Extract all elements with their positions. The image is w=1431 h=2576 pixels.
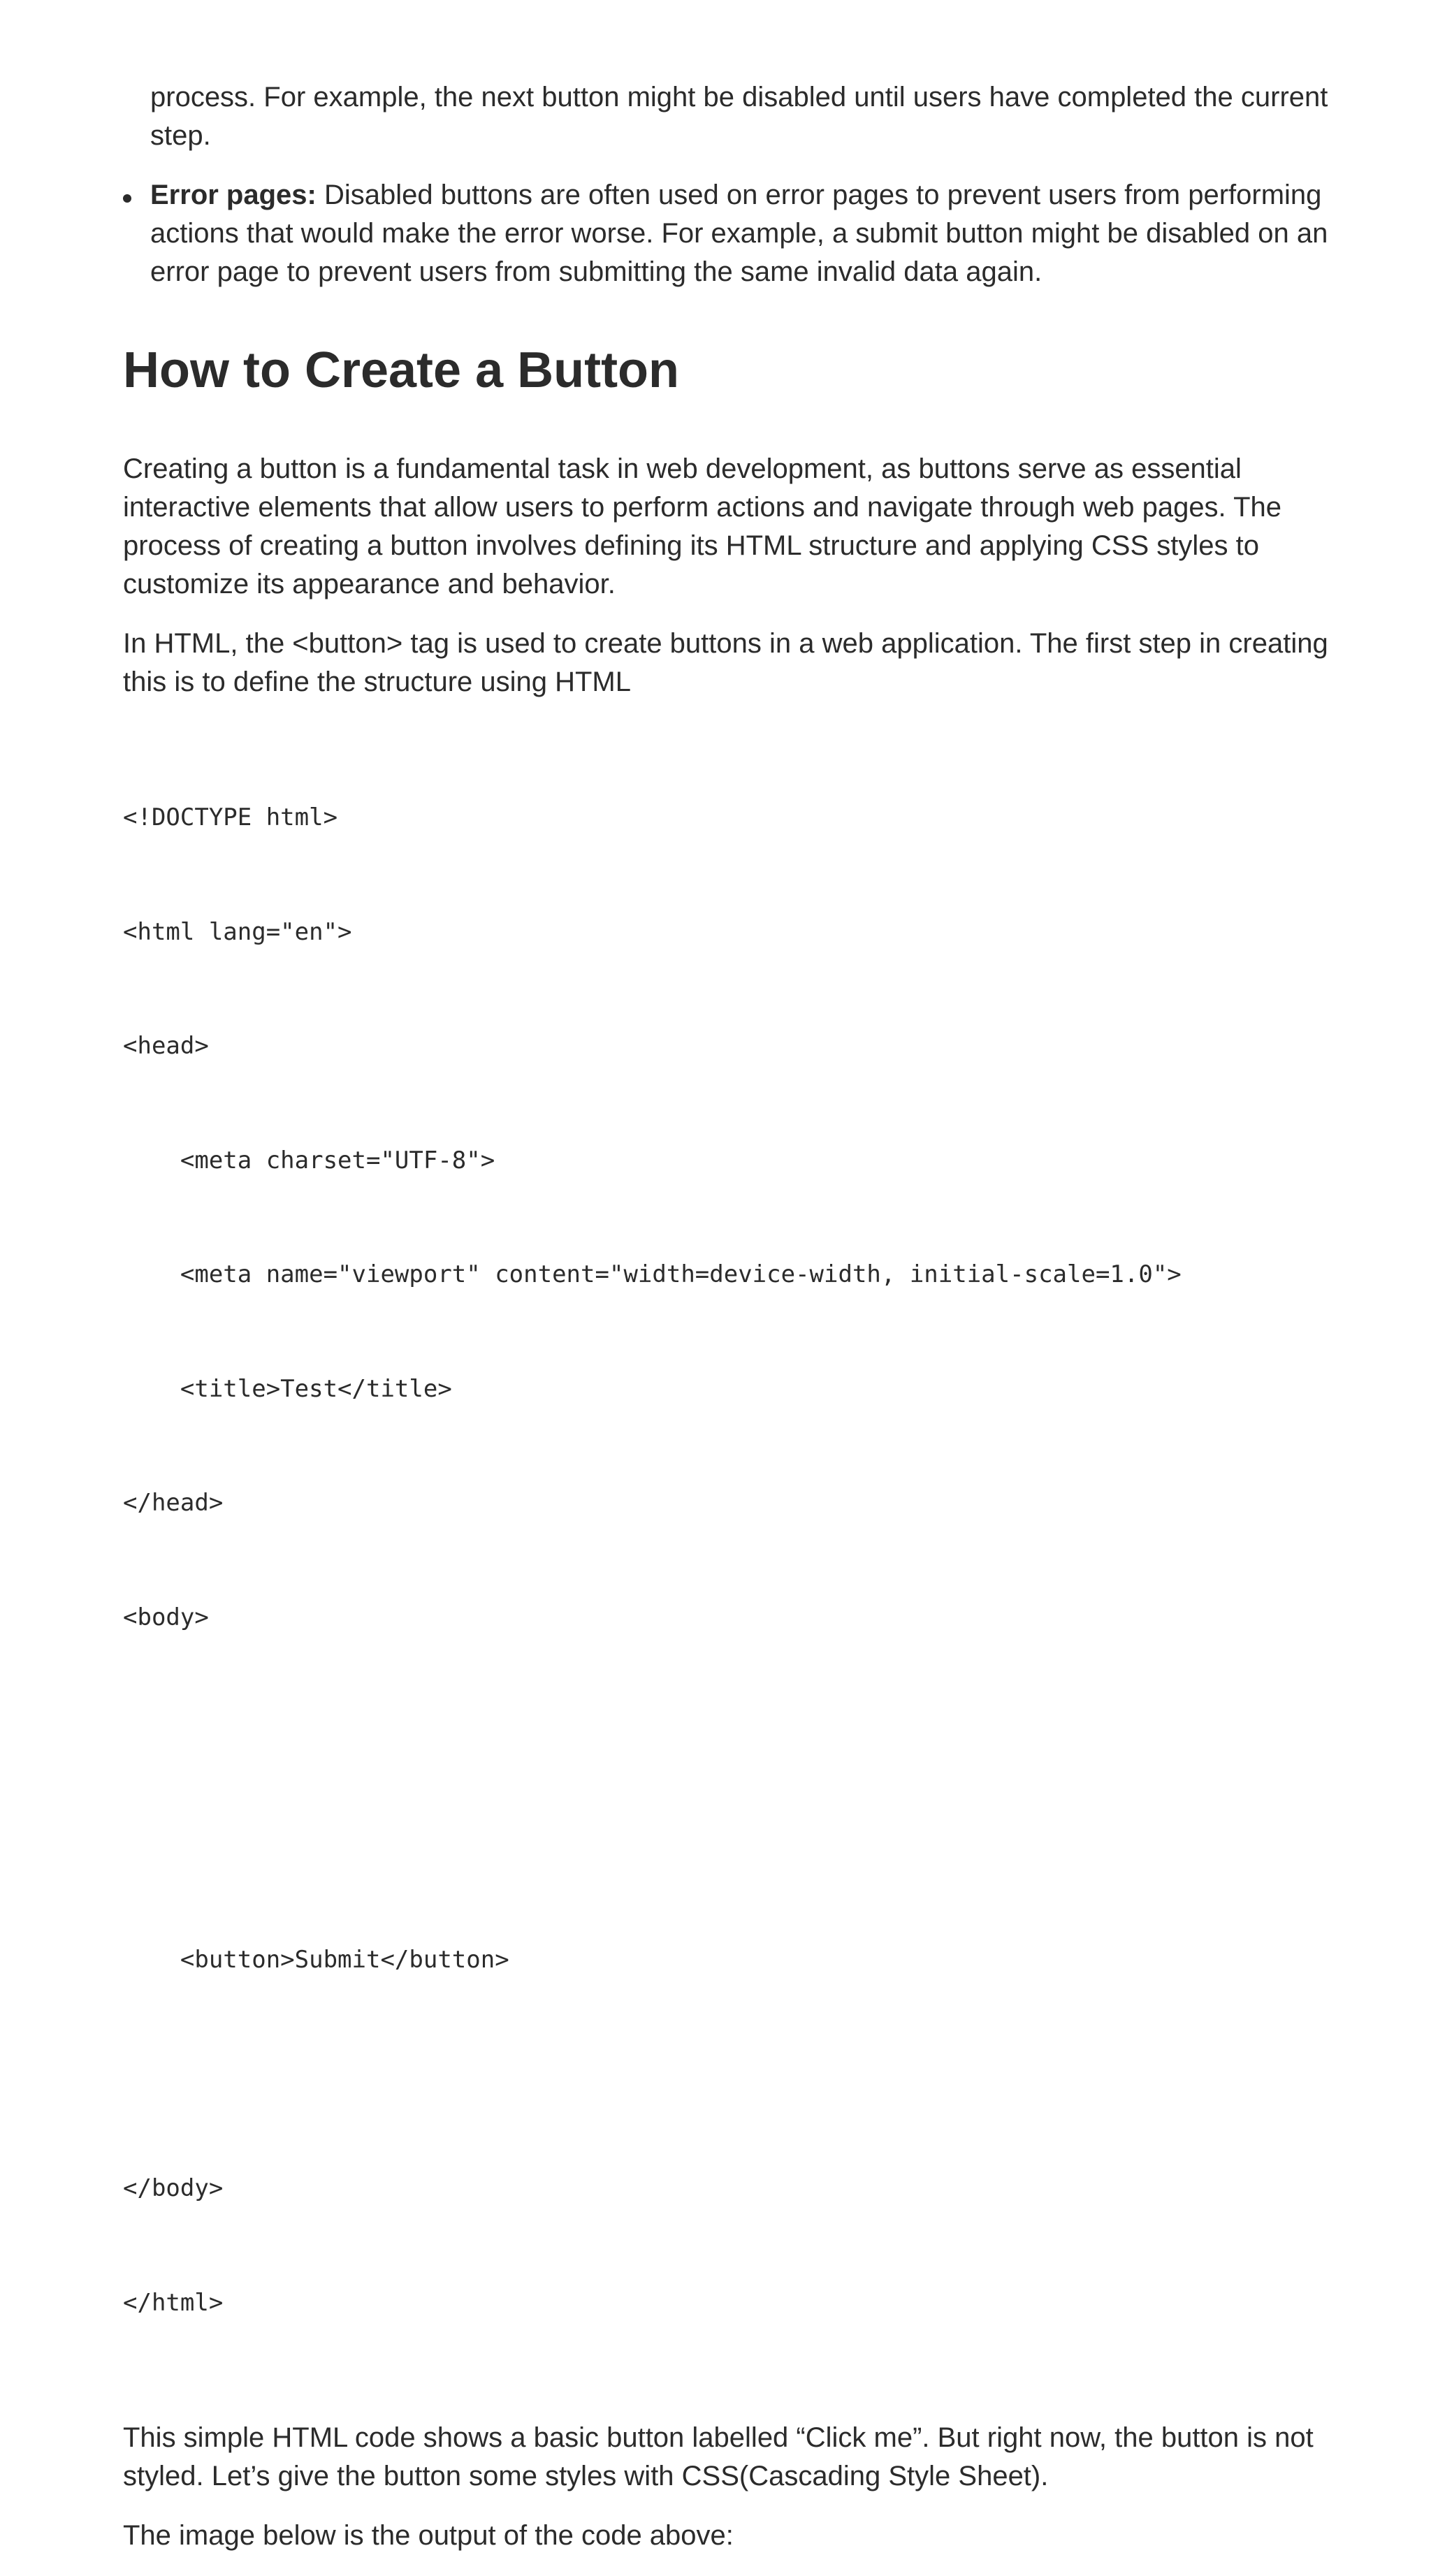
document-page (123, 78, 1332, 2576)
code-line: </html> (123, 2288, 224, 2317)
code-line: <html lang="en"> (123, 917, 352, 946)
code-line (123, 2055, 1332, 2094)
code-line: <button>Submit</button> (123, 1946, 509, 1974)
code-line (123, 1827, 1332, 1865)
section-heading: How to Create a Button (123, 342, 680, 398)
bullet-icon (123, 194, 131, 203)
list-item-term: Error pages: (150, 180, 317, 210)
code-line: <!DOCTYPE html> (123, 803, 338, 831)
code-line: </head> (123, 1489, 224, 1517)
code-line (123, 1712, 1332, 1751)
list-item-text: Disabled buttons are often used on error pages to prevent users from performing actions that would make the error worse. For example, a submit button might be disabled on an error page to prevent users from submitting the same invalid data again. (150, 180, 1328, 287)
paragraph-output-caption: The image below is the output of the code above: (123, 2520, 734, 2551)
bullet-list (123, 78, 1332, 291)
code-line: <meta charset="UTF-8"> (123, 1146, 495, 1174)
paragraph-html-button: In HTML, the <button> tag is used to create buttons in a web application. The first step in creating this is to define the structure using HTML (123, 628, 1328, 697)
code-line: <body> (123, 1603, 209, 1631)
list-item-text: process. For example, the next button might be disabled until users have completed the current step. (150, 82, 1328, 151)
code-line: <meta name="viewport" content="width=device-width, initial-scale=1.0"> (123, 1260, 1182, 1288)
paragraph-intro: Creating a button is a fundamental task in web development, as buttons serve as essential interactive elements that allow users to perform actions and navigate through web pages. The process of creating a button involves defining its HTML structure and applying CSS styles to customize its appearance and behavior. (123, 453, 1281, 599)
code-line: <title>Test</title> (123, 1374, 452, 1403)
code-block (123, 722, 1332, 2398)
code-line: </body> (123, 2174, 224, 2202)
code-line: <head> (123, 1032, 209, 1060)
list-item (123, 78, 1332, 155)
paragraph-unstyled-note: This simple HTML code shows a basic button labelled “Click me”. But right now, the button is not styled. Let’s give the button some styles with CSS(Cascading Style Sheet). (123, 2422, 1314, 2491)
list-item (123, 176, 1332, 291)
